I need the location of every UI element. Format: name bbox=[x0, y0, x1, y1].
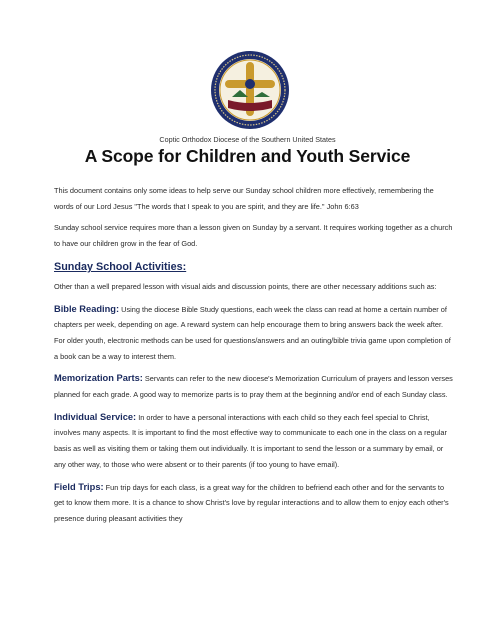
activity-text: Servants can refer to the new diocese's Memorization Curriculum of prayers and lesson verses planned for each grade. A good way to memorize parts is to pray them at the beginning and/or end of each Sunday class. bbox=[54, 374, 453, 400]
activity-text: Using the diocese Bible Study questions, each week the class can read at home a certain number of chapters per week, depending on age. A reward system can help encourage them to bring answers back the week after. For older youth, electronic methods can be used for questions/answers and an outing/bible trivia game upon completion of a book can be a way to interest them. bbox=[54, 304, 451, 361]
activity-paragraph bbox=[54, 410, 454, 473]
diocese-seal-logo bbox=[210, 50, 290, 130]
activity-heading: Individual Service: bbox=[54, 411, 137, 422]
activity-heading: Field Trips: bbox=[54, 481, 104, 492]
activity-paragraph bbox=[54, 371, 454, 402]
section-intro: Other than a well prepared lesson with visual aids and discussion points, there are other necessary additions such as: bbox=[54, 281, 437, 291]
activity-heading: Bible Reading: bbox=[54, 303, 120, 314]
activity-text: Fun trip days for each class, is a great way for the children to befriend each other and for the servants to get to know them more. It is a chance to show Christ's love by regular interactions and to allow them to enjoy each other's presence during pleasant activities they bbox=[54, 482, 449, 523]
section-heading: Sunday School Activities: bbox=[54, 260, 187, 273]
activity-paragraph bbox=[54, 302, 454, 365]
page-title: A Scope for Children and Youth Service bbox=[84, 146, 411, 166]
activity-text: In order to have a personal interactions with each child so they each feel special to Christ, involves many aspects. It is important to find the most effective way to communicate to each one in the class on a regular basis as well as visiting them or taking them out individually. It is important to send the lesson or a summary by email, or any other way, to those who were absent or to their parents (if too young to have email). bbox=[54, 412, 447, 469]
organization-name: Coptic Orthodox Diocese of the Southern United States bbox=[159, 135, 336, 144]
activity-paragraph bbox=[54, 480, 454, 527]
intro-paragraph: This document contains only some ideas to help serve our Sunday school children more effectively, remembering the words of our Lord Jesus "The words that I speak to you are spirit, and they are life." John 6:63 bbox=[54, 186, 434, 211]
document-body bbox=[54, 183, 454, 527]
intro-paragraph: Sunday school service requires more than a lesson given on Sunday by a servant. It requires working together as a church to have our children grow in the fear of God. bbox=[54, 223, 453, 249]
activity-heading: Memorization Parts: bbox=[54, 373, 143, 384]
